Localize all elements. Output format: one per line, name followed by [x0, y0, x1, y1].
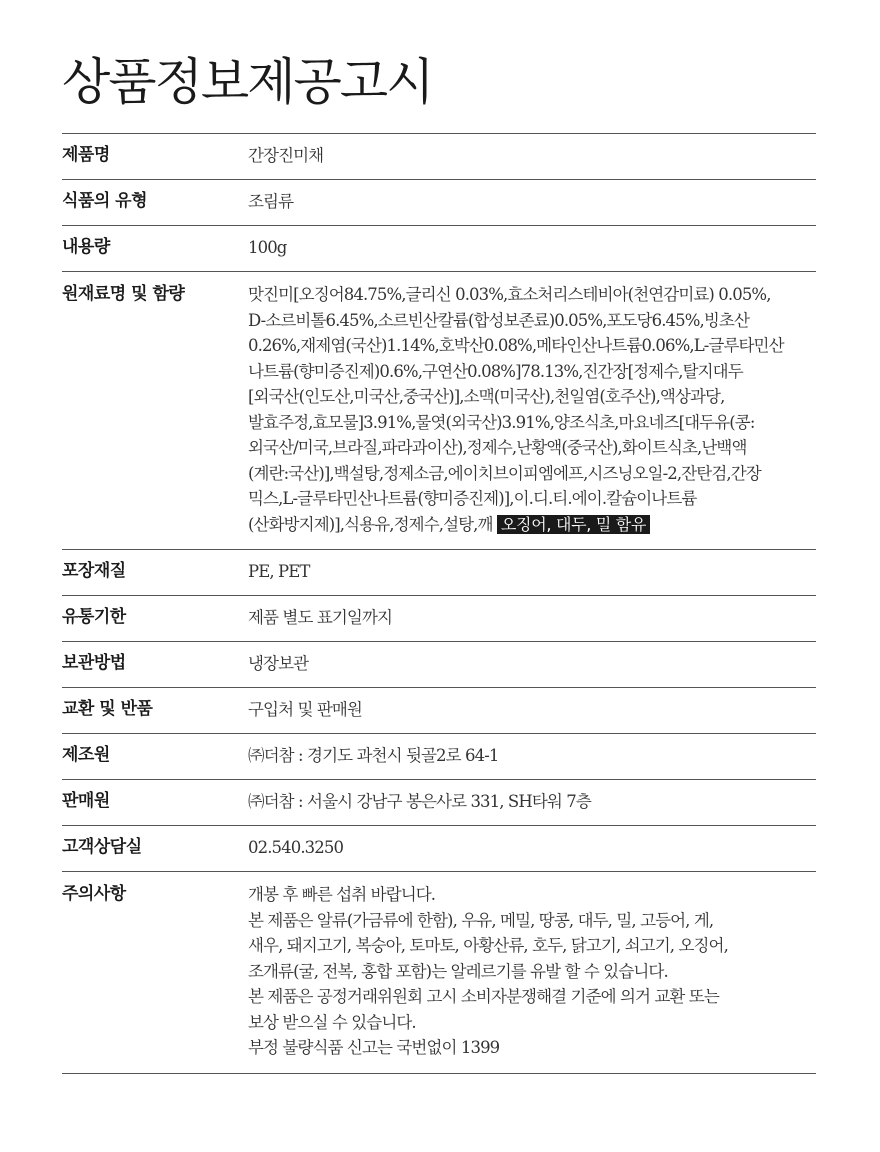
row-label: 판매원 [62, 791, 110, 811]
page-title: 상품정보제공고시 [62, 53, 433, 111]
precaution-line: 개봉 후 빠른 섭취 바랍니다. [248, 885, 436, 904]
row-value: 100g [248, 238, 287, 257]
table-row-storage [62, 642, 816, 688]
table-row-food-type [62, 180, 816, 226]
table-row-product-name [62, 134, 816, 180]
table-row-net-content [62, 226, 816, 272]
ingredients-line: (계란:국산)],백설탕,정제소금,에이치브이피엠에프,시즈닝오일-2,잔탄검,간장 [248, 463, 761, 483]
row-value: 냉장보관 [248, 654, 309, 673]
ingredients-line: [외국산(인도산,미국산,중국산)],소맥(미국산),천일염(호주산),액상과당, [248, 387, 725, 406]
table-row-expiry [62, 596, 816, 642]
precaution-line: 새우, 돼지고기, 복숭아, 토마토, 아황산류, 호두, 닭고기, 쇠고기, 오징어, [248, 936, 728, 955]
row-label: 원재료명 및 함량 [62, 284, 185, 304]
product-info-table [62, 133, 816, 1074]
row-label: 보관방법 [62, 653, 126, 673]
precaution-line: 부정 불량식품 신고는 국번없이 1399 [248, 1038, 500, 1057]
ingredients-line: D-소르비톨6.45%,소르빈산칼륨(합성보존료)0.05%,포도당6.45%,빙초산 [248, 310, 749, 330]
table-row-exchange [62, 688, 816, 734]
row-value: PE, PET [248, 562, 310, 581]
row-label: 식품의 유형 [62, 191, 148, 211]
ingredients-line: 발효주정,효모물]3.91%,물엿(외국산)3.91%,양조식초,마요네즈[대두유(콩: [248, 412, 755, 432]
row-value: 02.540.3250 [248, 838, 344, 857]
table-row-manufacturer [62, 734, 816, 780]
ingredients-line: 맛진미[오징어84.75%,글리신 0.03%,효소처리스테비아(천연감미료) 0.05%, [248, 285, 771, 304]
precaution-line: 조개류(굴, 전복, 홍합 포함)는 알레르기를 유발 할 수 있습니다. [248, 961, 668, 981]
table-row-ingredients [62, 272, 816, 550]
table-row-seller [62, 780, 816, 826]
row-label: 교환 및 반품 [62, 699, 153, 719]
row-value: ㈜더참 : 서울시 강남구 봉은사로 331, SH타워 7층 [248, 792, 591, 811]
ingredients-line: 0.26%,재제염(국산)1.14%,호박산0.08%,메타인산나트륨0.06%,L-글루타민산 [248, 336, 784, 355]
ingredients-line: 외국산/미국,브라질,파라과이산),정제수,난황액(중국산),화이트식초,난백액 [248, 438, 747, 457]
row-label: 제조원 [62, 745, 110, 765]
row-label: 고객상담실 [62, 837, 142, 857]
precaution-line: 보상 받으실 수 있습니다. [248, 1012, 416, 1032]
row-label: 포장재질 [62, 561, 126, 581]
row-label: 제품명 [62, 145, 110, 165]
ingredients-value [248, 272, 816, 550]
ingredients-line: 믹스,L-글루타민산나트륨(향미증진제)],이.디.티.에이.칼슘이나트륨 [248, 489, 697, 508]
table-row-packaging [62, 550, 816, 596]
row-value: ㈜더참 : 경기도 과천시 뒷골2로 64-1 [248, 746, 499, 765]
ingredients-last-line [248, 512, 816, 538]
row-value: 조림류 [248, 192, 294, 211]
allergen-badge: 오징어, 대두, 밀 함유 [497, 515, 650, 534]
precautions-value [248, 872, 816, 1074]
row-value: 제품 별도 표기일까지 [248, 608, 393, 627]
row-value: 간장진미채 [248, 146, 324, 165]
table-row-precautions [62, 872, 816, 1074]
table-row-customer-center [62, 826, 816, 872]
precaution-line: 본 제품은 알류(가금류에 한함), 우유, 메밀, 땅콩, 대두, 밀, 고등어, 게, [248, 910, 714, 930]
row-label: 내용량 [62, 237, 110, 257]
ingredients-line: (산화방지제)],식용유,정제수,설탕,깨 [248, 514, 493, 534]
row-value: 구입처 및 판매원 [248, 700, 362, 719]
row-label: 유통기한 [62, 607, 126, 627]
precaution-line: 본 제품은 공정거래위원회 고시 소비자분쟁해결 기준에 의거 교환 또는 [248, 987, 719, 1006]
row-label: 주의사항 [62, 884, 126, 904]
ingredients-line: 나트륨(향미증진제)0.6%,구연산0.08%]78.13%,진간장[정제수,탈지대두 [248, 361, 743, 381]
